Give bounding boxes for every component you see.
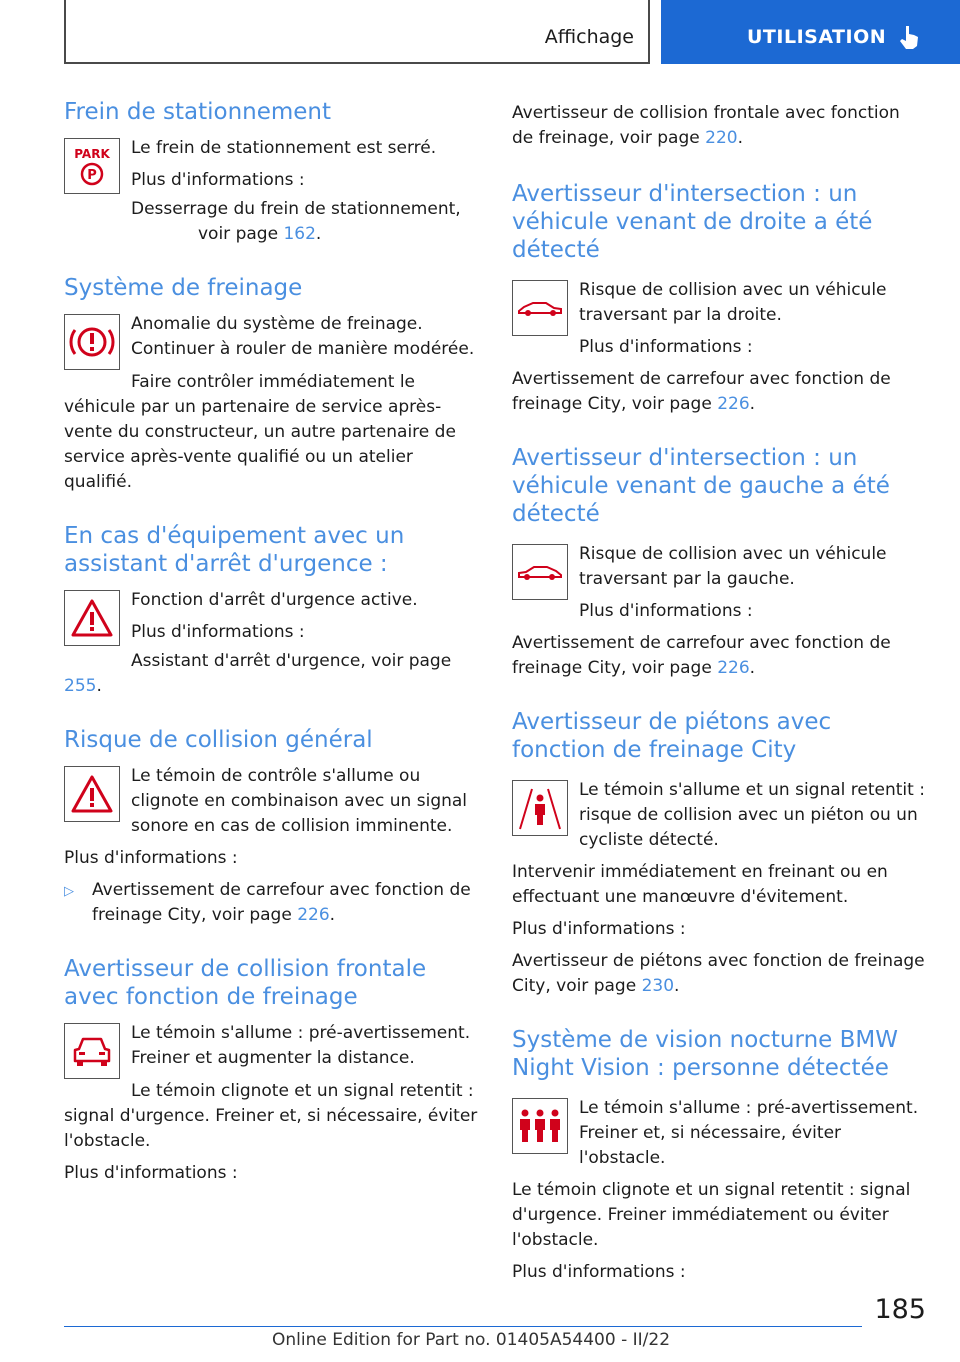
list-item: ▷ Avertissement de carrefour avec fonction de freinage City, voir page 226. (64, 878, 482, 928)
paragraph: Anomalie du système de freinage. Continuer à rouler de manière modérée. (131, 314, 475, 359)
paragraph: Plus d'informations : (579, 601, 753, 621)
svg-text:P: P (87, 168, 97, 183)
paragraph: Le témoin s'allume et un signal retentit : risque de collision avec un piéton ou un cycliste détecté. (579, 780, 925, 850)
header-section-box (64, 0, 650, 64)
page-link[interactable]: 255 (64, 676, 97, 696)
warning-triangle-icon (64, 766, 120, 822)
systeme-freinage-title: Système de freinage (64, 275, 303, 301)
svg-text:PARK: PARK (74, 147, 110, 161)
park-brake-icon (64, 138, 120, 194)
header-chapter-label: UTILISATION (747, 26, 887, 48)
page-link[interactable]: 162 (283, 224, 316, 244)
avertisseur-collision-frontale-title: Avertisseur de collision frontale avec fonction de freinage (64, 956, 427, 1010)
edition-text: Online Edition for Part no. 01405A54400 - II/22 (272, 1330, 671, 1350)
paragraph: Plus d'informations : (131, 170, 305, 190)
paragraph: Plus d'informations : (64, 1163, 238, 1183)
footer-rule (64, 1326, 862, 1327)
page-link[interactable]: 226 (717, 394, 750, 414)
night-vision-title: Système de vision nocturne BMW Night Vision : personne détectée (512, 1027, 898, 1081)
paragraph-with-link: Avertissement de carrefour avec fonction de freinage City, voir page 226. (512, 369, 891, 414)
paragraph: Fonction d'arrêt d'urgence active. (131, 590, 418, 610)
header-section-title: Affichage (544, 26, 634, 48)
paragraph: Le témoin clignote et un signal retentit : signal d'urgence. Freiner et, si nécessaire, éviter l'obstacle. (64, 1081, 478, 1151)
paragraph: Plus d'informations : (512, 919, 686, 939)
page-link[interactable]: 226 (717, 658, 750, 678)
paragraph: Plus d'informations : (579, 337, 753, 357)
car-side-icon (512, 544, 568, 600)
hand-pointer-icon (897, 24, 921, 50)
page-link[interactable]: 230 (641, 976, 675, 996)
page-link[interactable]: 220 (705, 128, 738, 148)
intersection-droite-title: Avertisseur d'intersection : un véhicule venant de droite a été détecté (512, 181, 873, 263)
paragraph-with-link: Desserrage du frein de stationnement, voir page 162. (131, 199, 461, 244)
assistant-arret-urgence-title: En cas d'équipement avec un assistant d'arrêt d'urgence : (64, 523, 405, 577)
paragraph: Plus d'informations : (512, 1262, 686, 1282)
brake-warning-icon (64, 314, 120, 370)
pietons-title: Avertisseur de piétons avec fonction de freinage City (512, 709, 832, 763)
paragraph: Risque de collision avec un véhicule traversant par la gauche. (579, 544, 887, 589)
paragraph: Risque de collision avec un véhicule traversant par la droite. (579, 280, 887, 325)
right-column-main (512, 101, 926, 1282)
left-column-main (64, 98, 482, 1238)
paragraph: Intervenir immédiatement en freinant ou en effectuant une manœuvre d'évitement. (512, 862, 888, 907)
paragraph: Plus d'informations : (64, 848, 238, 868)
paragraph: Le témoin de contrôle s'allume ou clignote en combinaison avec un signal sonore en cas de collision imminente. (131, 766, 468, 836)
paragraph-with-link: Avertisseur de collision frontale avec fonction de freinage, voir page 220. (512, 103, 900, 148)
pedestrian-warning-icon (512, 780, 568, 836)
intersection-gauche-title: Avertisseur d'intersection : un véhicule venant de gauche a été détecté (512, 445, 890, 527)
paragraph-with-link: Assistant d'arrêt d'urgence, voir page 255. (64, 651, 452, 696)
paragraph: Le frein de stationnement est serré. (131, 138, 437, 158)
car-side-icon (512, 280, 568, 336)
page-number: 185 (874, 1294, 926, 1325)
persons-detected-icon (512, 1098, 568, 1154)
triangle-bullet-icon: ▷ (64, 884, 74, 899)
paragraph: Plus d'informations : (131, 622, 305, 642)
header-chapter-tab (661, 0, 960, 64)
paragraph: Faire contrôler immédiatement le véhicule par un partenaire de service après-vente du constructeur, un autre partenaire de service après-vente qualifié ou un atelier qualifié. (64, 372, 456, 492)
paragraph: Le témoin s'allume : pré-avertissement. Freiner et augmenter la distance. (131, 1023, 471, 1068)
frein-stationnement-title: Frein de stationnement (64, 99, 332, 125)
paragraph-with-link: Avertissement de carrefour avec fonction de freinage City, voir page 226. (512, 633, 891, 678)
paragraph-with-link: Avertisseur de piétons avec fonction de freinage City, voir page 230. (512, 951, 925, 996)
warning-triangle-icon (64, 590, 120, 646)
risque-collision-title: Risque de collision général (64, 727, 373, 753)
paragraph: Le témoin s'allume : pré-avertissement. Freiner et, si nécessaire, éviter l'obstacle. (579, 1098, 919, 1168)
paragraph: Le témoin clignote et un signal retentit : signal d'urgence. Freiner immédiatement ou éviter l'obstacle. (512, 1180, 911, 1250)
car-front-icon (64, 1023, 120, 1079)
page-link[interactable]: 226 (297, 905, 330, 925)
